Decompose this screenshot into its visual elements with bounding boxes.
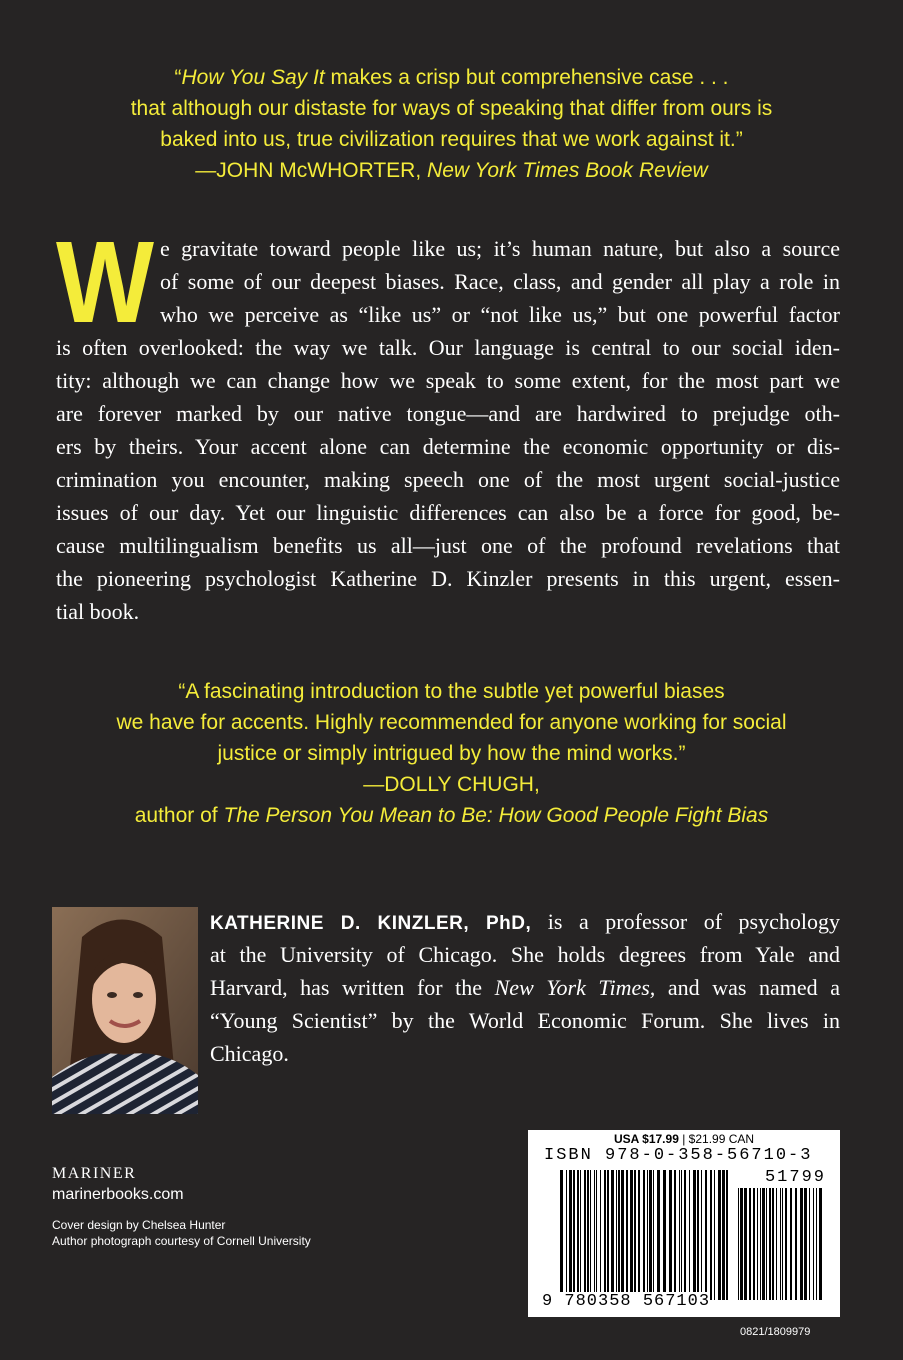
barcode-bar — [604, 1170, 606, 1300]
quote-attribution-book: author of The Person You Mean to Be: How Good People Fight Bias — [134, 804, 769, 827]
barcode-bar — [653, 1170, 654, 1300]
review-quote-mcwhorter — [60, 62, 843, 186]
description-line: crimination you encounter, making speech one of the most urgent social-justice — [56, 467, 840, 492]
barcode-bar — [726, 1170, 728, 1300]
description-line: tial book. — [56, 599, 140, 624]
barcode-bar — [701, 1170, 702, 1300]
barcode-bar — [819, 1188, 822, 1300]
author-bio: KATHERINE D. KINZLER, PhD, is a professor of psychology at the University of Chicago. She holds degrees from Yale and Harvard, has written for the New York Times, and was named a “Young Scientist” by the World Economic Forum. She lives in Chicago. — [210, 909, 840, 1066]
barcode-bar — [630, 1170, 633, 1300]
print-code: 0821/1809979 — [740, 1326, 811, 1338]
publisher-name: MARINER — [52, 1165, 137, 1182]
barcode-bar — [590, 1170, 591, 1300]
description-line: the pioneering psychologist Katherine D. Kinzler presents in this urgent, essen- — [56, 566, 840, 591]
barcode-bar — [780, 1188, 781, 1300]
barcode-bar — [795, 1188, 797, 1300]
barcode-bar — [580, 1170, 581, 1300]
description-line: of some of our deepest biases. Race, class, and gender all play a role in — [160, 269, 840, 294]
book-description — [56, 232, 840, 628]
barcode-bar — [722, 1170, 725, 1300]
quote-attribution: —JOHN McWHORTER, New York Times Book Review — [195, 159, 708, 182]
quote-line: justice or simply intrigued by how the mind works.” — [217, 742, 686, 765]
barcode-bar — [804, 1188, 807, 1300]
barcode-bar — [657, 1170, 660, 1300]
cover-credit: Cover design by Chelsea Hunter — [52, 1218, 226, 1232]
barcode-bar — [577, 1170, 579, 1300]
barcode-bar — [679, 1170, 680, 1300]
barcode-bar — [618, 1170, 620, 1300]
quote-line: that although our distaste for ways of speaking that differ from ours is — [130, 97, 773, 120]
barcode-bar — [790, 1188, 792, 1300]
barcode-bar — [697, 1170, 699, 1300]
description-line: is often overlooked: the way we talk. Our language is central to our social iden- — [56, 335, 840, 360]
barcode-bar — [766, 1188, 767, 1300]
barcode-bar — [634, 1170, 636, 1300]
barcode-bar — [560, 1170, 563, 1300]
barcode-bar — [813, 1188, 814, 1300]
barcode-bar — [684, 1170, 686, 1300]
barcode-bar — [643, 1170, 645, 1300]
barcode-bar — [594, 1170, 595, 1300]
barcode-bar — [740, 1188, 743, 1300]
quote-line: “How You Say It makes a crisp but comprehensive case . . . — [174, 66, 729, 89]
barcode-bar — [638, 1170, 640, 1300]
author-name: KATHERINE D. KINZLER, PhD, — [210, 913, 532, 934]
book-title: How You Say It — [181, 66, 325, 89]
barcode-bar — [769, 1188, 771, 1300]
barcode-bar — [718, 1170, 721, 1300]
barcode-bar — [760, 1188, 761, 1300]
description-line: are forever marked by our native tongue—and are hardwired to prejudge oth- — [56, 401, 840, 426]
description-line: tity: although we can change how we speak to some extent, for the most part we — [56, 368, 840, 393]
barcode-bar — [607, 1170, 609, 1300]
barcode-bar — [705, 1170, 707, 1300]
barcode-bar — [800, 1188, 803, 1300]
barcode-bar — [744, 1188, 747, 1300]
barcode-bar — [587, 1170, 589, 1300]
barcode-bar — [749, 1188, 751, 1300]
description-line: cause multilingualism benefits us all—just one of the profound revelations that — [56, 533, 840, 558]
barcode-bar — [772, 1188, 774, 1300]
photo-credit: Author photograph courtesy of Cornell University — [52, 1234, 311, 1248]
publisher-url: marinerbooks.com — [52, 1186, 184, 1203]
barcode-bar — [573, 1170, 575, 1300]
barcode-bar — [757, 1188, 758, 1300]
barcode-bar — [669, 1170, 672, 1300]
barcode-bar — [649, 1170, 652, 1300]
credits — [52, 1217, 311, 1249]
barcode-panel — [528, 1130, 840, 1317]
publisher-info — [52, 1163, 184, 1205]
price-line: USA $17.99 | $21.99 CAN — [613, 1132, 755, 1146]
barcode-bar — [626, 1170, 628, 1300]
barcode-bar — [738, 1188, 739, 1300]
barcode-bar — [693, 1170, 696, 1300]
author-photo — [52, 907, 198, 1114]
barcode-bar — [714, 1170, 715, 1300]
quote-line: we have for accents. Highly recommended for anyone working for social — [116, 711, 787, 734]
svg-text:W: W — [56, 234, 155, 326]
isbn-barcode — [560, 1170, 730, 1300]
barcode-bar — [816, 1188, 817, 1300]
barcode-bar — [710, 1170, 712, 1300]
barcode-bar — [762, 1188, 765, 1300]
description-line: ers by theirs. Your accent alone can determine the economic opportunity or dis- — [56, 434, 840, 459]
barcode-bar — [809, 1188, 810, 1300]
review-quote-chugh — [60, 676, 843, 831]
barcode-bar — [566, 1170, 567, 1300]
isbn-text: ISBN 978-0-358-56710-3 — [544, 1146, 813, 1165]
barcode-bar — [584, 1170, 586, 1300]
quote-line: baked into us, true civilization requires that we work against it.” — [160, 128, 743, 151]
barcode-bar — [600, 1170, 601, 1300]
barcode-bar — [616, 1170, 617, 1300]
barcode-bar — [785, 1188, 787, 1300]
barcode-bar — [647, 1170, 648, 1300]
barcode-bar — [782, 1188, 783, 1300]
barcode-bar — [753, 1188, 755, 1300]
barcode-bar — [663, 1170, 666, 1300]
description-line: who we perceive as “like us” or “not like us,” but one powerful factor — [160, 302, 840, 327]
quote-attribution: —DOLLY CHUGH, — [363, 773, 540, 796]
description-line: issues of our day. Yet our linguistic differences can also be a force for good, be- — [56, 500, 840, 525]
description-line: e gravitate toward people like us; it’s human nature, but also a source — [160, 236, 840, 261]
barcode-bar — [776, 1188, 777, 1300]
barcode-bar — [621, 1170, 624, 1300]
barcode-bar — [611, 1170, 614, 1300]
barcode-bar — [569, 1170, 572, 1300]
barcode-bar — [674, 1170, 676, 1300]
price-barcode — [738, 1188, 823, 1300]
barcode-bar — [596, 1170, 597, 1300]
barcode-bar — [689, 1170, 690, 1300]
barcode-digits: 9 780358 567103 — [542, 1292, 711, 1311]
quote-line: “A fascinating introduction to the subtle yet powerful biases — [178, 680, 725, 703]
barcode-bar — [681, 1170, 682, 1300]
price-code: 51799 — [764, 1168, 826, 1187]
